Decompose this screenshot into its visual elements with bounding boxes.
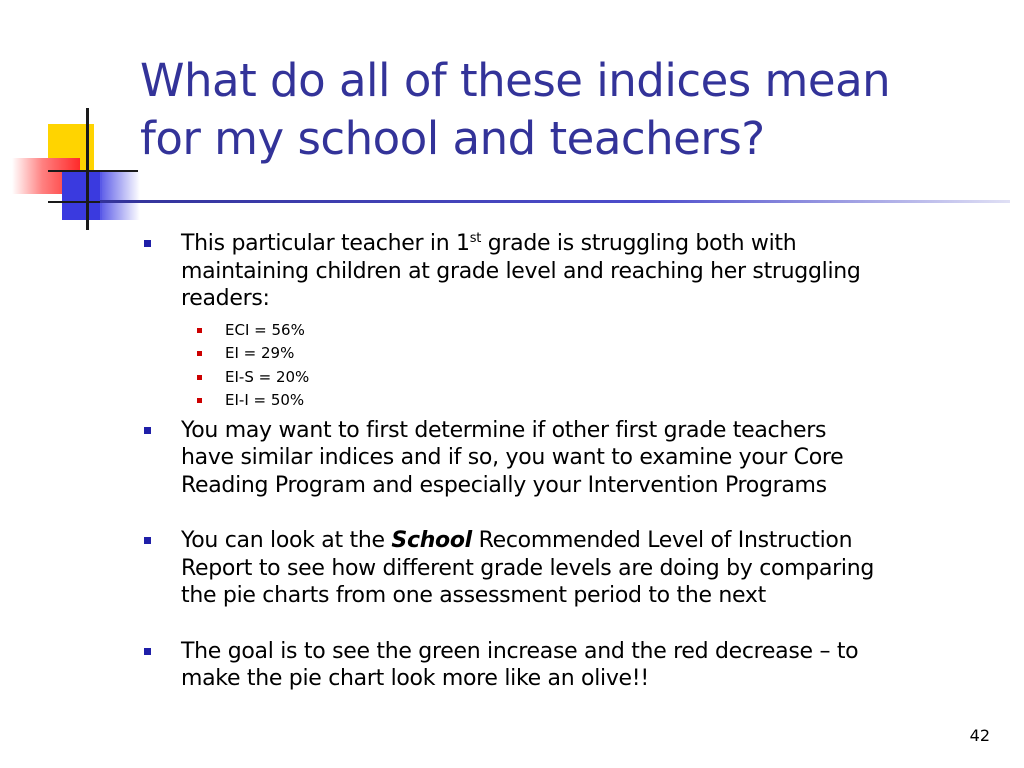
text-run: Recommended Level of Instruction <box>471 528 853 553</box>
bullet-text-line: readers: <box>181 286 270 311</box>
square-bullet-icon <box>144 537 151 544</box>
red-square-bullet-icon <box>197 351 202 356</box>
bullet-text-line: Reading Program and especially your Intervention Programs <box>181 472 827 498</box>
text-run: grade is struggling both with <box>481 231 797 256</box>
sub-bullet-text: EI-S = 20% <box>225 367 310 386</box>
sub-bullet-text: EI = 29% <box>225 344 295 362</box>
sub-bullet-item <box>144 342 1004 366</box>
bullet-text-line: You may want to first determine if other first grade teachers <box>181 417 827 443</box>
sub-bullet-item <box>144 366 1004 390</box>
sub-bullet-text: EI-I = 50% <box>225 391 305 409</box>
square-bullet-icon <box>144 427 151 434</box>
sub-bullet-item <box>144 319 1004 343</box>
emphasized-text: School <box>391 528 472 553</box>
text-run: You can look at the <box>181 528 392 553</box>
slide-body <box>144 230 1004 693</box>
bullet-text-line: The goal is to see the green increase and the red decrease – to <box>181 638 859 664</box>
red-square-bullet-icon <box>197 398 202 403</box>
bullet-text-line: maintaining children at grade level and reaching her struggling <box>181 258 861 284</box>
bullet-text-line: have similar indices and if so, you want to examine your Core <box>181 445 844 470</box>
vertical-line <box>86 108 89 230</box>
sub-bullet-list <box>144 319 1004 413</box>
bullet-item <box>144 417 1004 500</box>
bullet-item <box>144 638 1004 693</box>
bullet-item <box>144 527 1004 610</box>
title-underline <box>100 200 1010 203</box>
horizontal-line <box>48 170 138 172</box>
red-square-bullet-icon <box>197 375 202 380</box>
bullet-text-line <box>181 230 1004 258</box>
slide-title <box>140 52 1010 168</box>
square-bullet-icon <box>144 648 151 655</box>
page-number: 42 <box>969 726 990 745</box>
blue-square <box>62 170 102 220</box>
title-line: What do all of these indices mean <box>140 54 891 107</box>
bullet-item <box>144 230 1004 313</box>
bullet-text-line: Report to see how different grade levels are doing by comparing <box>181 555 875 581</box>
sub-bullet-text: ECI = 56% <box>225 320 305 339</box>
text-run: This particular teacher in 1 <box>181 231 470 256</box>
superscript: st <box>469 231 482 246</box>
red-square-bullet-icon <box>197 328 202 333</box>
title-line: for my school and teachers? <box>140 112 765 165</box>
corner-decoration <box>0 0 150 240</box>
square-bullet-icon <box>144 240 151 247</box>
bullet-text-line: the pie charts from one assessment period to the next <box>181 583 766 608</box>
bullet-text-line: make the pie chart look more like an olive!! <box>181 666 649 691</box>
bullet-text-line <box>181 527 1004 555</box>
sub-bullet-item <box>144 389 1004 413</box>
blue-fade-square <box>100 170 140 220</box>
